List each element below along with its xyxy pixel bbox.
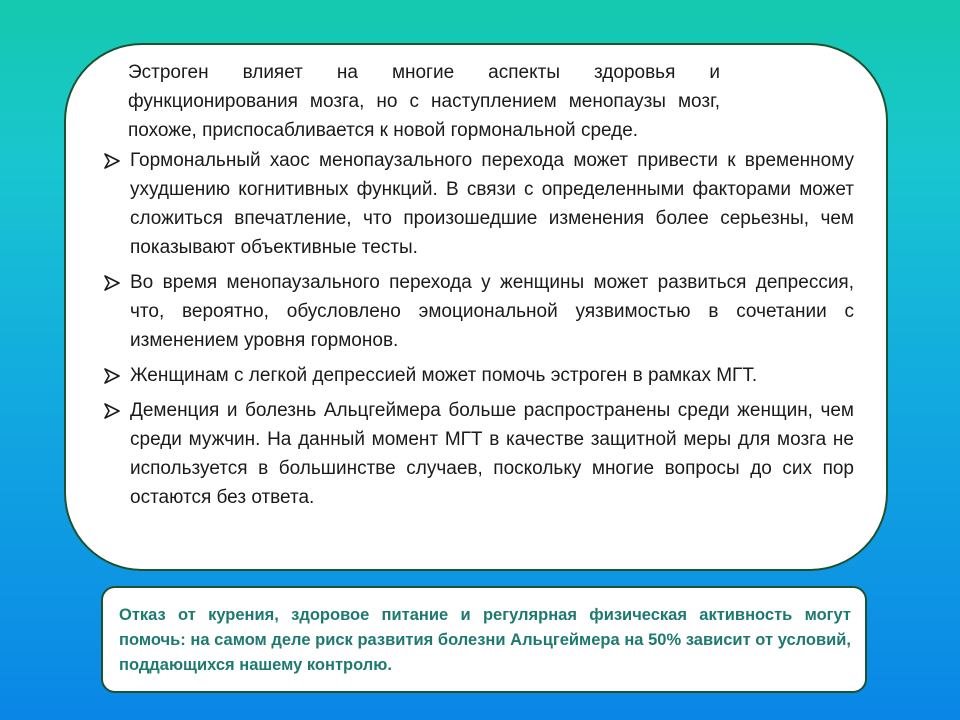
- arrowhead-bullet-icon: [104, 361, 122, 390]
- bullet-item-1: [104, 146, 854, 262]
- bullet-text: Женщинам с легкой депрессией может помочь эстроген в рамках МГТ.: [130, 365, 758, 386]
- note-card: [101, 586, 867, 693]
- intro-paragraph: Эстроген влияет на многие аспекты здоровья и функционирования мозга, но с наступлением менопаузы мозг, похоже, приспосабливается к новой гормональной среде.: [128, 62, 720, 141]
- arrowhead-bullet-icon: [104, 396, 122, 425]
- bullet-item-4: [104, 396, 854, 512]
- bullet-list: [104, 146, 854, 518]
- bullet-text: Гормональный хаос менопаузального перехода может привести к временному ухудшению когнитивных функций. В связи с определенными факторами может сложиться впечатление, что произошедшие изменения более серьезны, чем показывают объективные тесты.: [130, 150, 854, 258]
- bullet-item-3: [104, 361, 854, 390]
- bullet-text: Во время менопаузального перехода у женщины может развиться депрессия, что, вероятно, обусловлено эмоциональной уязвимостью в сочетании с изменением уровня гормонов.: [130, 272, 854, 351]
- arrowhead-bullet-icon: [104, 146, 122, 175]
- bullet-text: Деменция и болезнь Альцгеймера больше распространены среди женщин, чем среди мужчин. На данный момент МГТ в качестве защитной меры для мозга не используется в большинстве случаев, поскольку многие вопросы до сих пор остаются без ответа.: [130, 400, 854, 508]
- note-text: Отказ от курения, здоровое питание и регулярная физическая активность могут помочь: на самом деле риск развития болезни Альцгеймера на 50% зависит от условий, поддающихся нашему контролю.: [119, 606, 851, 674]
- bullet-item-2: [104, 268, 854, 355]
- arrowhead-bullet-icon: [104, 268, 122, 297]
